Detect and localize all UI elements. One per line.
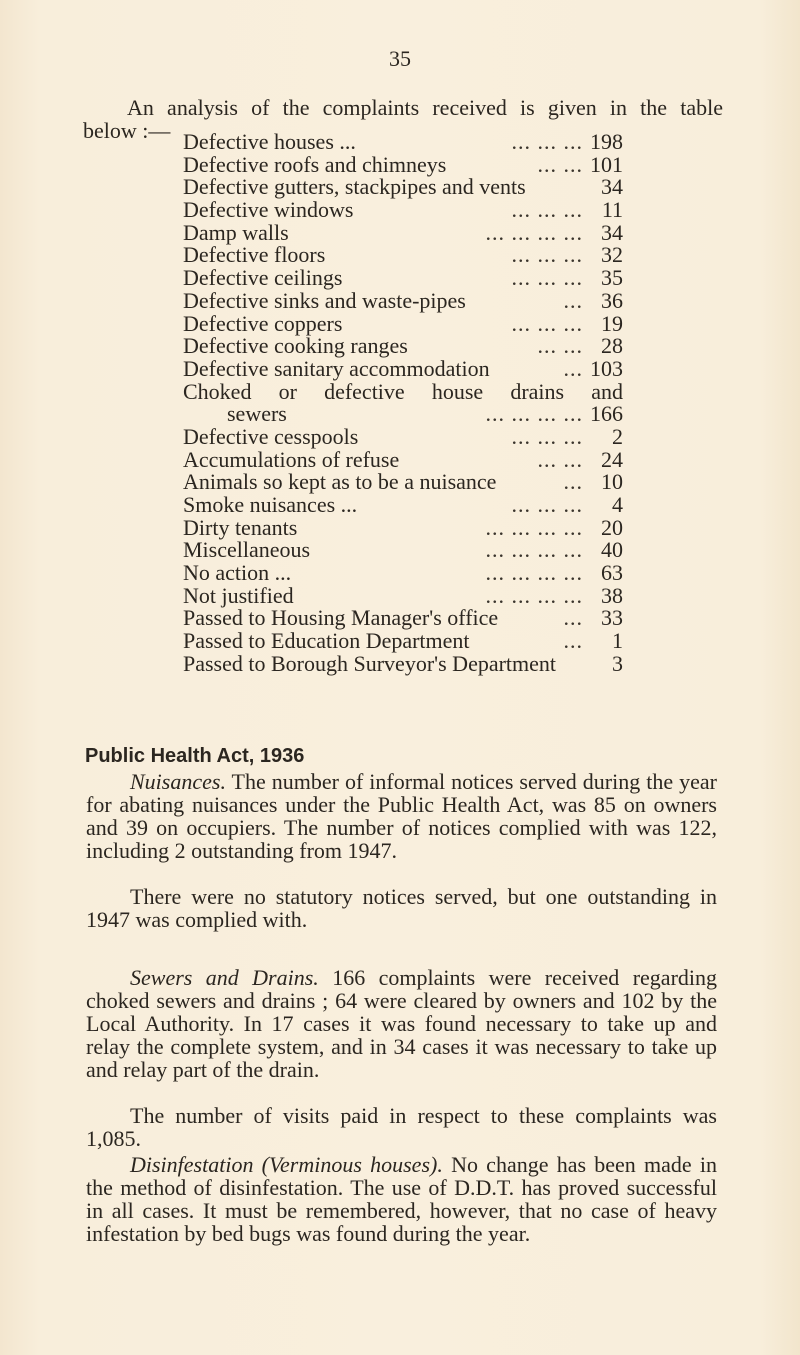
row-label: Defective houses ... bbox=[183, 129, 356, 154]
table-row bbox=[183, 650, 623, 676]
leader-dots: ... ... ... ... bbox=[485, 539, 583, 563]
row-value: 166 bbox=[590, 401, 623, 427]
table-row bbox=[183, 151, 623, 177]
row-label: Defective ceilings bbox=[183, 265, 343, 291]
row-label: No action ... bbox=[183, 560, 292, 586]
row-label: Defective cesspools bbox=[183, 423, 359, 449]
table-row bbox=[183, 403, 623, 426]
row-label: Passed to Housing Manager's office bbox=[183, 605, 499, 631]
row-label: Defective floors bbox=[183, 242, 326, 268]
paragraph-text: No change has been made in the method of disinfestation. The use of D.D.T. has proved successful in all cases. It must be remembered, however, that no case of heavy infestation by bed bugs was found during the year. bbox=[86, 1152, 717, 1246]
row-label: Not justified bbox=[183, 582, 294, 608]
complaints-table bbox=[183, 131, 623, 676]
row-value: 33 bbox=[601, 605, 623, 631]
table-row bbox=[183, 494, 623, 517]
leader-dots: ... ... ... ... bbox=[485, 584, 583, 608]
row-value: 103 bbox=[590, 355, 623, 381]
row-value: 24 bbox=[601, 446, 623, 472]
row-label: Defective roofs and chimneys bbox=[183, 151, 447, 177]
table-row bbox=[183, 310, 623, 336]
row-value: 28 bbox=[601, 333, 623, 359]
leader-dots: ... ... bbox=[537, 153, 583, 177]
row-value: 40 bbox=[601, 537, 623, 563]
row-label: Passed to Borough Surveyor's Department bbox=[183, 650, 557, 676]
row-label: Dirty tenants bbox=[183, 514, 298, 540]
row-value: 10 bbox=[601, 469, 623, 495]
paragraph-text: There were no statutory notices served, but one outstanding in 1947 was complied with. bbox=[86, 884, 717, 932]
table-row bbox=[183, 514, 623, 540]
page-number: 35 bbox=[389, 46, 411, 71]
row-label: Miscellaneous bbox=[183, 537, 311, 563]
paragraph-nuisances bbox=[86, 770, 717, 862]
paragraph-visits bbox=[86, 1104, 717, 1150]
row-value: 38 bbox=[601, 582, 623, 608]
row-label: Damp walls bbox=[183, 219, 289, 245]
leader-dots: ... ... ... bbox=[511, 425, 583, 449]
table-row bbox=[183, 131, 623, 154]
row-label: Defective cooking ranges bbox=[183, 333, 408, 359]
leader-dots: ... ... ... bbox=[511, 494, 583, 517]
row-label: Defective gutters, stackpipes and vents bbox=[183, 174, 526, 200]
row-label: Defective coppers bbox=[183, 310, 343, 336]
leader-dots: ... ... ... ... bbox=[485, 221, 583, 245]
leader-dots: ... bbox=[563, 607, 583, 631]
row-label: Smoke nuisances ... bbox=[183, 492, 358, 517]
row-value: 4 bbox=[612, 492, 623, 517]
leader-dots: ... ... ... bbox=[511, 244, 583, 268]
table-row bbox=[183, 446, 623, 472]
row-label: Choked or defective house drains and bbox=[183, 378, 623, 404]
leader-dots: ... ... bbox=[537, 448, 583, 472]
leader-dots: ... bbox=[563, 471, 583, 495]
row-value: 101 bbox=[590, 151, 623, 177]
table-row bbox=[183, 562, 623, 585]
leader-dots: ... ... ... bbox=[511, 199, 583, 222]
row-label: Defective windows bbox=[183, 197, 354, 223]
row-label: Defective sinks and waste-pipes bbox=[183, 287, 466, 313]
leader-dots: ... bbox=[563, 357, 583, 381]
table-row bbox=[183, 378, 623, 404]
leader-dots: ... ... ... ... bbox=[485, 403, 583, 426]
row-value: 34 bbox=[601, 219, 623, 245]
table-row bbox=[183, 335, 623, 358]
paragraph-text: The number of informal notices served during the year for abating nuisances under the Public Health Act, was 85 on owners and 39 on occupiers. The number of notices complied with was 122, including 2 outstanding from 1947. bbox=[86, 769, 717, 863]
table-row bbox=[183, 423, 623, 449]
table-row bbox=[183, 355, 623, 381]
row-label: sewers bbox=[227, 401, 287, 427]
row-label: Passed to Education Department bbox=[183, 628, 470, 654]
row-value: 2 bbox=[612, 423, 623, 449]
leader-dots: ... ... ... bbox=[511, 267, 583, 290]
table-row bbox=[183, 219, 623, 245]
row-label: Defective sanitary accommodation bbox=[183, 355, 490, 381]
leader-dots: ... bbox=[563, 289, 583, 313]
row-value: 63 bbox=[601, 560, 623, 586]
leader-dots: ... ... ... ... bbox=[485, 516, 583, 540]
section-heading: Public Health Act, 1936 bbox=[85, 745, 305, 767]
table-row bbox=[183, 607, 623, 630]
paragraph-text: 166 complaints were received regarding choked sewers and drains ; 64 were cleared by owners and 102 by the Local Authority. In 17 cases it was found necessary to take up and relay the complete system, and in 34 cases it was necessary to take up and relay part of the drain. bbox=[86, 965, 718, 1082]
row-label: Animals so kept as to be a nuisance bbox=[183, 469, 497, 495]
leader-dots: ... ... bbox=[537, 335, 583, 358]
leader-dots: ... ... ... bbox=[511, 131, 583, 154]
table-row bbox=[183, 176, 623, 199]
table-row bbox=[183, 630, 623, 653]
paragraph-sewers-drains bbox=[86, 966, 717, 1081]
paragraph-text: The number of visits paid in respect to these complaints was 1,085. bbox=[86, 1103, 717, 1151]
row-value: 34 bbox=[601, 174, 623, 200]
leader-dots: ... ... ... ... bbox=[485, 562, 583, 585]
leader-dots: ... bbox=[563, 630, 583, 653]
table-row bbox=[183, 287, 623, 313]
paragraph-statutory-notices bbox=[86, 885, 717, 931]
row-value: 1 bbox=[612, 628, 623, 654]
paragraph-lead: Nuisances. bbox=[130, 769, 226, 794]
table-row bbox=[183, 267, 623, 290]
table-row bbox=[183, 244, 623, 267]
table-row bbox=[183, 582, 623, 608]
intro-line-1: An analysis of the complaints received is given in the table bbox=[127, 95, 723, 120]
intro-line-2: below :— bbox=[83, 118, 171, 143]
leader-dots: ... ... ... bbox=[511, 312, 583, 336]
table-row bbox=[183, 471, 623, 494]
table-row bbox=[183, 199, 623, 222]
table-row bbox=[183, 539, 623, 562]
row-value: 36 bbox=[601, 287, 623, 313]
row-value: 11 bbox=[601, 197, 623, 223]
paragraph-lead: Disinfestation (Verminous houses). bbox=[130, 1152, 443, 1177]
row-value: 32 bbox=[601, 242, 623, 268]
paragraph-lead: Sewers and Drains. bbox=[130, 965, 319, 990]
row-value: 198 bbox=[590, 129, 623, 154]
row-value: 3 bbox=[612, 650, 623, 676]
row-label: Accumulations of refuse bbox=[183, 446, 400, 472]
paragraph-disinfestation bbox=[86, 1153, 717, 1245]
row-value: 35 bbox=[601, 265, 623, 291]
row-value: 20 bbox=[601, 514, 623, 540]
row-value: 19 bbox=[601, 310, 623, 336]
